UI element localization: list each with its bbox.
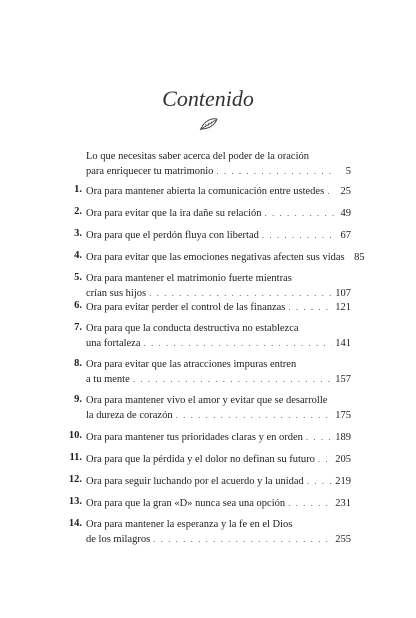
toc-entry-title: Ora para mantener vivo el amor y evitar que se desarrolle: [86, 395, 328, 406]
dot-leader: [307, 474, 332, 488]
dot-leader: [153, 532, 332, 546]
toc-entry-number: 14.: [68, 518, 82, 529]
toc-entry: [68, 430, 351, 444]
toc-entry: [86, 150, 351, 178]
toc-entry: [74, 206, 351, 220]
toc-entry-number: 13.: [68, 496, 82, 507]
toc-entry-line: [86, 150, 351, 164]
dot-leader: [149, 286, 332, 300]
toc-entry: [69, 452, 351, 466]
toc-entry-line: [86, 184, 351, 198]
toc-entry-line: [86, 372, 351, 386]
toc-entry-title: Ora para mantener tus prioridades claras y en orden: [86, 432, 303, 443]
toc-entry-line: [86, 532, 351, 546]
toc-entry: [68, 496, 351, 510]
toc-entry-title: Ora para que la pérdida y el dolor no definan su futuro: [86, 454, 315, 465]
toc-entry-line: [86, 164, 351, 178]
toc-entry-title: Ora para evitar perder el control de las finanzas: [86, 302, 286, 313]
toc-entry: [74, 228, 351, 242]
toc-entry-page: 219: [335, 476, 351, 487]
toc-entry-number: 1.: [74, 184, 82, 195]
toc-entry-page: 255: [335, 534, 351, 545]
toc-entry-line: [86, 394, 351, 408]
toc-entry-page: 49: [340, 208, 351, 219]
toc-entry-line: [86, 206, 351, 220]
toc-entry-title: Ora para evitar que las atracciones impuras entren: [86, 359, 297, 370]
toc-entry-title: una fortaleza: [86, 338, 141, 349]
toc-entry-title: Ora para que la gran «D» nunca sea una opción: [86, 498, 286, 509]
dot-leader: [288, 300, 332, 314]
toc-entry-title: Ora para evitar que la ira dañe su relación: [86, 208, 262, 219]
toc-entry-number: 7.: [74, 322, 82, 333]
toc-entry-title: Ora para evitar que las emociones negativas afecten sus vidas: [86, 252, 345, 263]
toc-entry-title: Ora para mantener abierta la comunicación entre ustedes: [86, 186, 325, 197]
toc-entry: [74, 322, 351, 350]
toc-entry-page: 189: [335, 432, 351, 443]
toc-entry-number: 11.: [69, 452, 82, 463]
toc-entry-line: [86, 250, 365, 264]
toc-entry-title: la dureza de corazón: [86, 410, 173, 421]
toc-entry: [68, 518, 351, 546]
toc-entry-number: 6.: [74, 300, 82, 311]
toc-entry-line: [86, 496, 351, 510]
toc-entry-number: 9.: [74, 394, 82, 405]
toc-entry-page: 5: [345, 166, 351, 177]
toc-entry-line: [86, 358, 351, 372]
toc-entry: [74, 394, 351, 422]
page-title: Contenido: [162, 86, 254, 111]
dot-leader: [288, 496, 332, 510]
toc-entry-title: a tu mente: [86, 374, 130, 385]
toc-entry-title: de los milagros: [86, 534, 151, 545]
toc-entry-page: 107: [335, 288, 351, 299]
toc-entry-number: 5.: [74, 272, 82, 283]
toc-entry: [74, 250, 365, 264]
toc-entry-number: 10.: [68, 430, 82, 441]
toc-entry-page: 175: [335, 410, 351, 421]
toc-entry-title: Ora para mantener el matrimonio fuerte mientras: [86, 273, 292, 284]
toc-entry-line: [86, 322, 351, 336]
toc-entry: [74, 184, 351, 198]
toc-entry: [74, 300, 351, 314]
toc-entry-title: Ora para seguir luchando por el acuerdo y la unidad: [86, 476, 304, 487]
toc-entry-page: 205: [335, 454, 351, 465]
toc-entry-title: Lo que necesitas saber acerca del poder de la oración: [86, 151, 310, 162]
toc-entry-number: 8.: [74, 358, 82, 369]
toc-entry-number: 12.: [68, 474, 82, 485]
toc-entry-page: 121: [335, 302, 351, 313]
toc-entry-page: 67: [340, 230, 351, 241]
dot-leader: [176, 408, 333, 422]
toc-entry-line: [86, 300, 351, 314]
toc-entry-title: Ora para que la conducta destructiva no establezca: [86, 323, 299, 334]
toc-entry-number: 2.: [74, 206, 82, 217]
toc-entry-line: [86, 272, 351, 286]
toc-entry-page: 25: [340, 186, 351, 197]
toc-entry-page: 231: [335, 498, 351, 509]
dot-leader: [133, 372, 333, 386]
dot-leader: [144, 336, 333, 350]
dot-leader: [306, 430, 332, 444]
toc-entry-line: [86, 228, 351, 242]
dot-leader: [318, 452, 332, 466]
toc-entry-line: [86, 452, 351, 466]
dot-leader: [265, 206, 335, 220]
toc-entry-title: Ora para que el perdón fluya con libertad: [86, 230, 259, 241]
toc-entry-line: [86, 336, 351, 350]
toc-entry: [74, 358, 351, 386]
toc-entry-line: [86, 474, 351, 488]
toc-entry-line: [86, 518, 351, 532]
toc-entry: [74, 272, 351, 300]
toc-entry-line: [86, 430, 351, 444]
toc-entry-page: 141: [335, 338, 351, 349]
toc-entry-title: para enriquecer tu matrimonio: [86, 166, 214, 177]
toc-entry-page: 157: [335, 374, 351, 385]
dot-leader: [262, 228, 334, 242]
toc-entry-number: 4.: [74, 250, 82, 261]
toc-entry-page: 85: [354, 252, 365, 263]
toc-entry-line: [86, 286, 351, 300]
toc-entry: [68, 474, 351, 488]
dot-leader: [216, 164, 334, 178]
toc-entry-line: [86, 408, 351, 422]
toc-entry-number: 3.: [74, 228, 82, 239]
toc-entry-title: crían sus hijos: [86, 288, 147, 299]
toc-entry-title: Ora para mantener la esperanza y la fe en el Dios: [86, 519, 293, 530]
dot-leader: [327, 184, 334, 198]
